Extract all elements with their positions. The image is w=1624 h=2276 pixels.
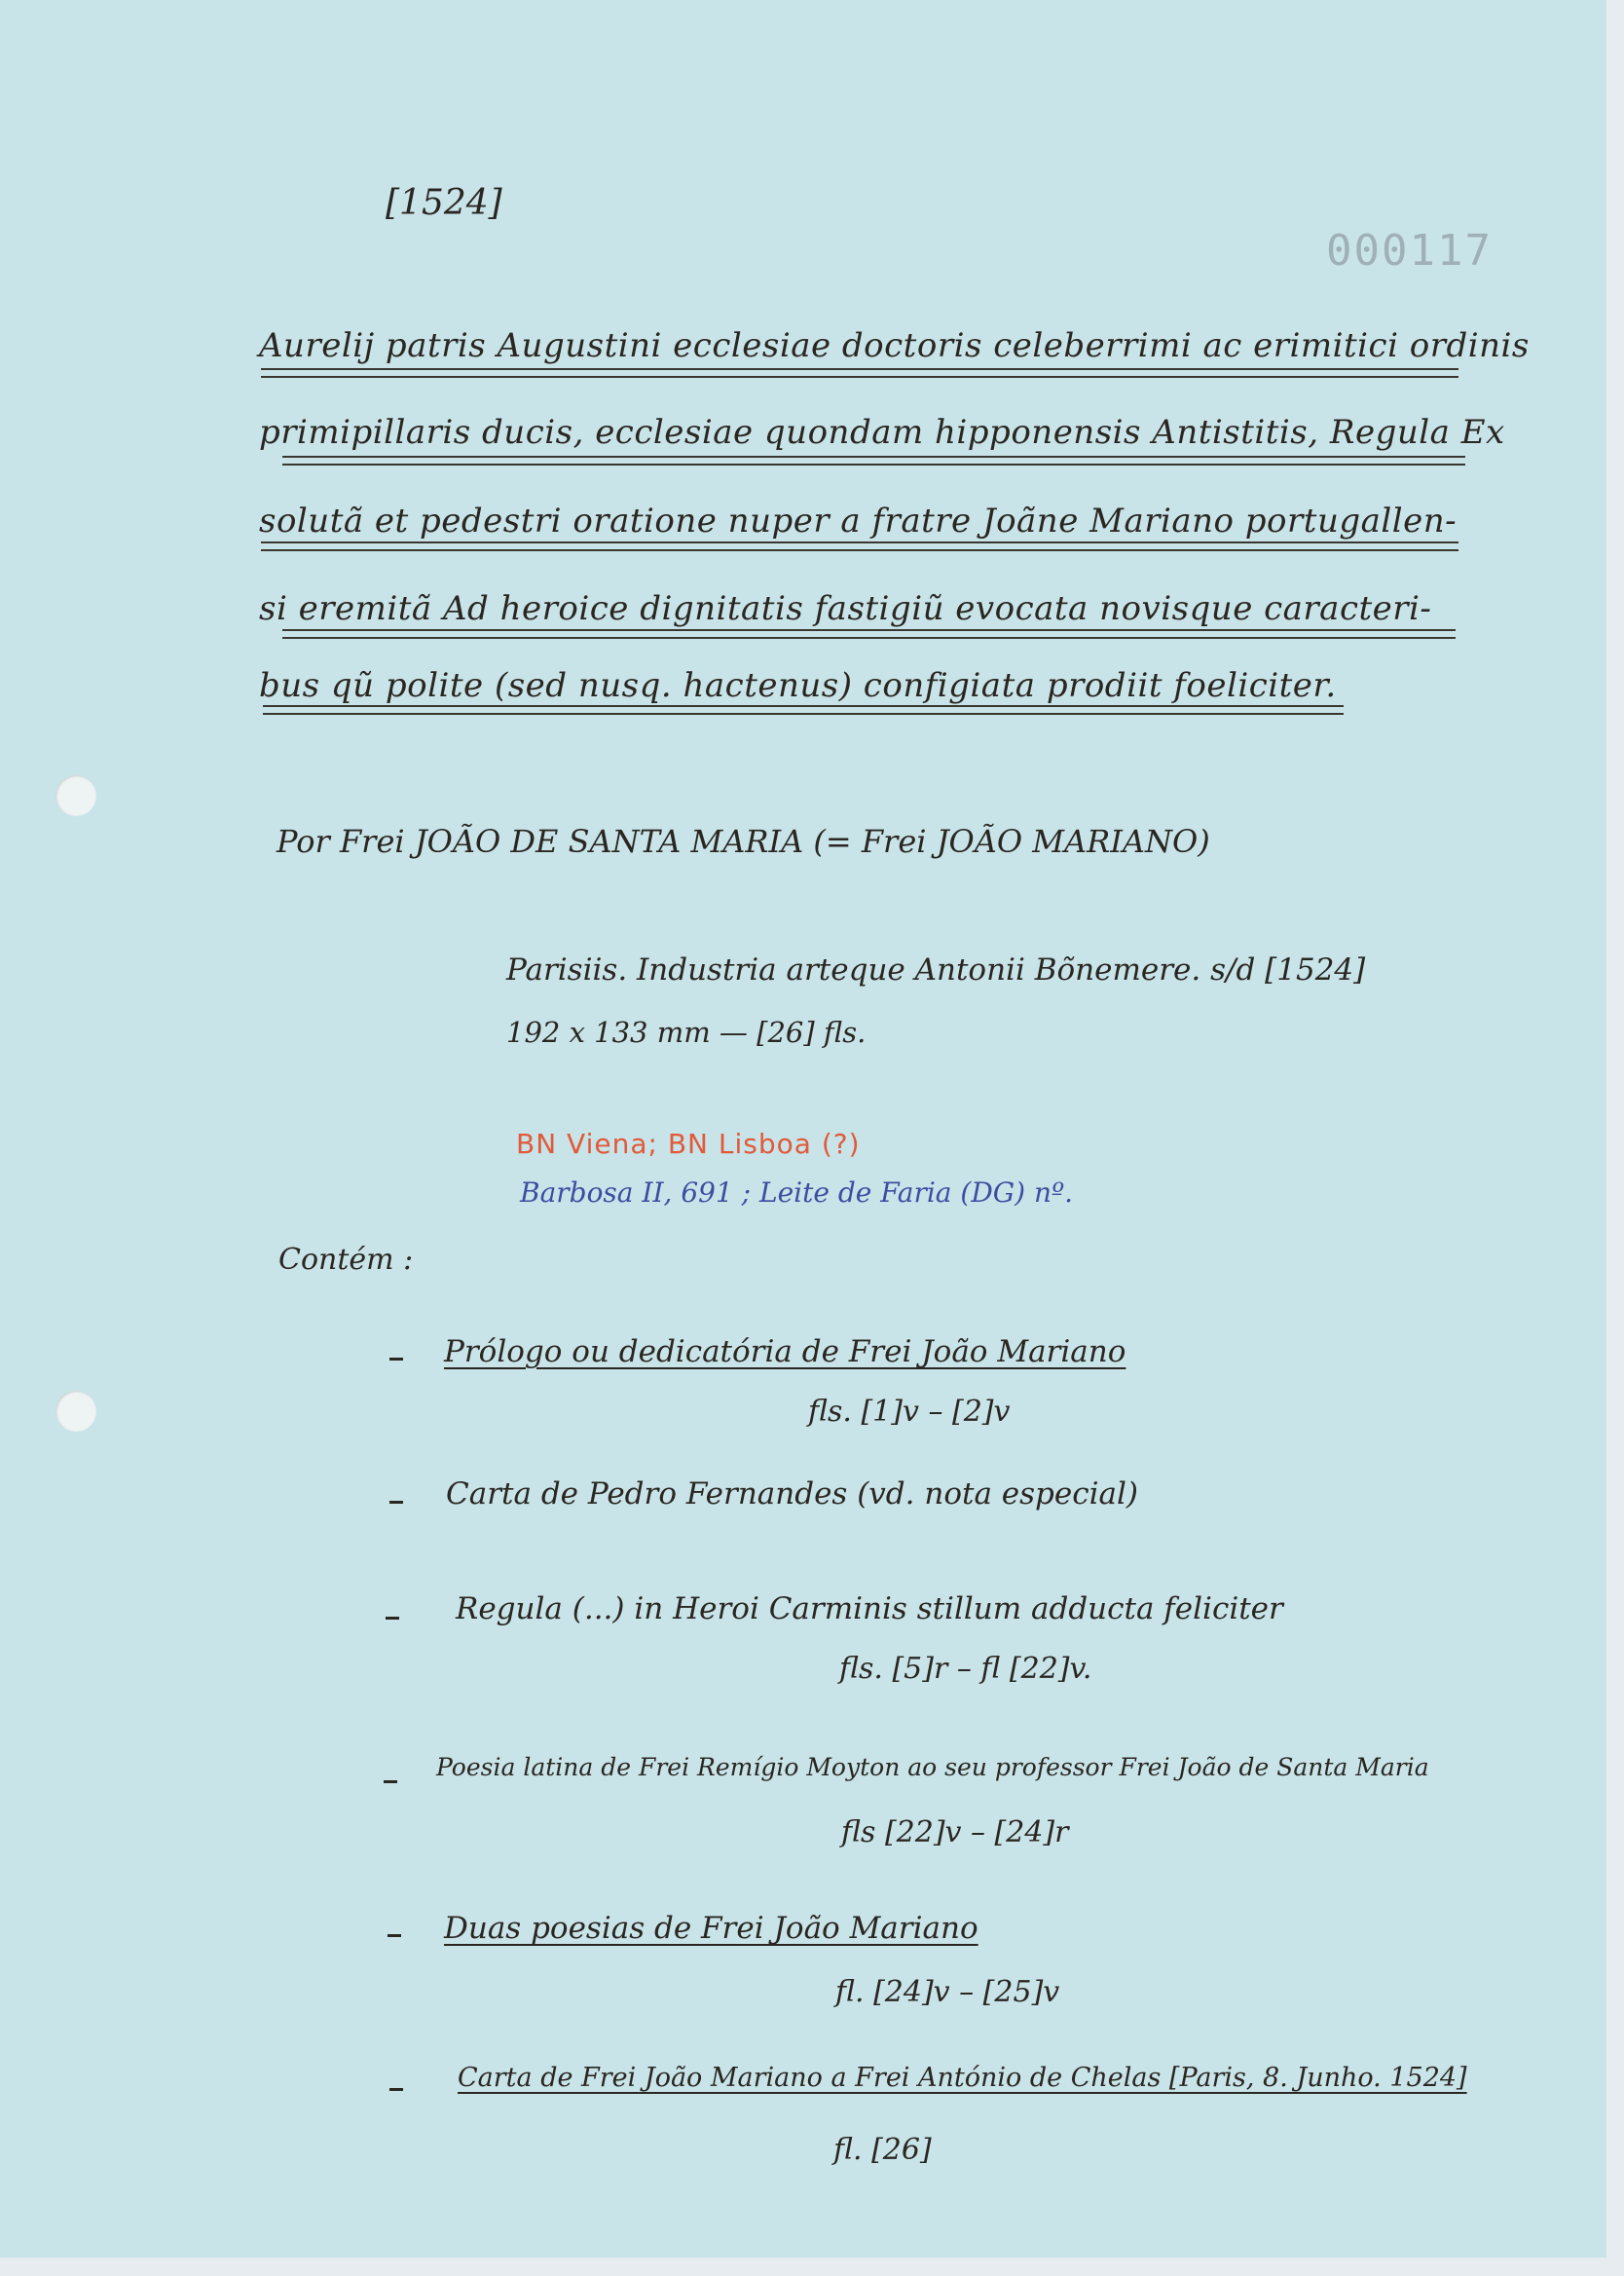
references-line: Barbosa II, 691 ; Leite de Faria (DG) nº. [520,1176,1074,1209]
contents-item-folio: fl. [24]v – [25]v [835,1975,1060,2009]
underline [261,541,1458,543]
contents-item-folio: fl. [26] [833,2133,932,2167]
underline [261,368,1458,370]
underline [261,549,1458,551]
punch-hole [55,1391,96,1432]
underline [282,637,1456,639]
title-line-1: Aurelij patris Augustini ecclesiae doctoris celeberrimi ac erimitici ordinis [259,326,1530,365]
imprint-line: Parisiis. Industria arteque Antonii Bõnemere. s/d [1524] [506,952,1366,988]
list-dash [384,1780,397,1783]
list-dash [389,1501,403,1504]
list-dash [386,1617,399,1620]
author-line: Por Frei JOÃO DE SANTA MARIA (= Frei JOÃO MARIANO) [277,823,1210,860]
underline [263,713,1344,715]
list-dash [388,1934,401,1937]
contents-item-title: Prólogo ou dedicatória de Frei João Mariano [444,1334,1126,1369]
contents-item-title: Duas poesias de Frei João Mariano [444,1911,978,1946]
underline [282,456,1465,458]
contents-label: Contém : [278,1243,414,1277]
title-line-4: si eremitã Ad heroice dignitatis fastigiũ evocata novisque caracteri- [259,589,1432,628]
format-line: 192 x 133 mm — [26] fls. [506,1016,867,1049]
archive-stamp-number: 000117 [1326,226,1493,276]
list-dash [389,2088,403,2091]
underline [263,705,1344,707]
contents-item-title: Poesia latina de Frei Remígio Moyton ao seu professor Frei João de Santa Maria [436,1753,1429,1781]
underline [261,376,1458,378]
date-bracket: [1524] [386,183,502,223]
underline [282,464,1465,466]
punch-hole [55,775,96,816]
contents-item-title: Carta de Pedro Fernandes (vd. nota especial) [446,1476,1138,1511]
underline [282,629,1456,631]
contents-item-title: Regula (...) in Heroi Carminis stillum adducta feliciter [456,1591,1283,1626]
title-line-2: primipillaris ducis, ecclesiae quondam hipponensis Antistitis, Regula Ex [259,413,1505,452]
libraries-line: BN Viena; BN Lisboa (?) [516,1128,861,1160]
contents-item-title: Carta de Frei João Mariano a Frei António de Chelas [Paris, 8. Junho. 1524] [458,2063,1467,2093]
title-line-3: solutã et pedestri oratione nuper a fratre Joãne Mariano portugallen- [259,502,1458,541]
title-line-5: bus qũ polite (sed nusq. hactenus) configiata prodiit foeliciter. [259,666,1337,705]
contents-item-folio: fls [22]v – [24]r [841,1815,1069,1849]
contents-item-folio: fls. [1]v – [2]v [808,1395,1011,1429]
contents-item-folio: fls. [5]r – fl [22]v. [839,1652,1092,1686]
list-dash [389,1358,403,1361]
